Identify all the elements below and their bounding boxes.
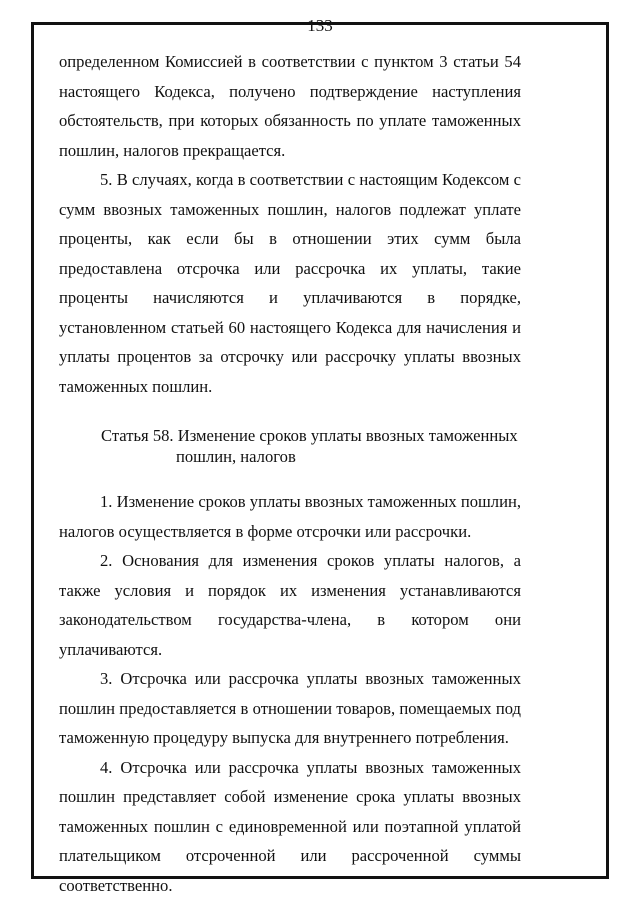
paragraph-continuation: определенном Комиссией в соответствии с пунктом 3 статьи 54 настоящего Кодекса, получено подтверждение наступления обстоятельств, при которых обязанность по уплате таможенных пошлин, налогов прекращается. [59,52,521,160]
article-heading-line1: Статья 58. Изменение сроков уплаты ввозных таможенных [101,426,518,445]
paragraph-3: 3. Отсрочка или рассрочка уплаты ввозных таможенных пошлин предоставляется в отношении товаров, помещаемых под таможенную процедуру выпуска для внутреннего потребления. [59,669,521,747]
article-heading-line2: пошлин, налогов [176,447,296,466]
paragraph-1: 1. Изменение сроков уплаты ввозных таможенных пошлин, налогов осуществляется в форме отсрочки или рассрочки. [59,492,521,541]
paragraph-5: 5. В случаях, когда в соответствии с настоящим Кодексом с сумм ввозных таможенных пошлин, налогов подлежат уплате проценты, как если бы в отношении этих сумм была предоставлена отсрочка или рассрочка их уплаты, такие проценты начисляются и уплачиваются в порядке, установленном статьей 60 настоящего Кодекса для начисления и уплаты процентов за отсрочку или рассрочку уплаты ввозных таможенных пошлин. [59,170,521,396]
page-body [59,47,521,900]
page-number: 133 [307,16,333,35]
paragraph-4: 4. Отсрочка или рассрочка уплаты ввозных таможенных пошлин представляет собой изменение срока уплаты ввозных таможенных пошлин с единовременной или поэтапной уплатой плательщиком отсроченной или рассроченной суммы соответственно. [59,757,521,895]
paragraph-2: 2. Основания для изменения сроков уплаты налогов, а также условия и порядок их изменения устанавливаются законодательством государства-члена, в котором они уплачиваются. [59,551,521,659]
article-heading [59,425,521,467]
